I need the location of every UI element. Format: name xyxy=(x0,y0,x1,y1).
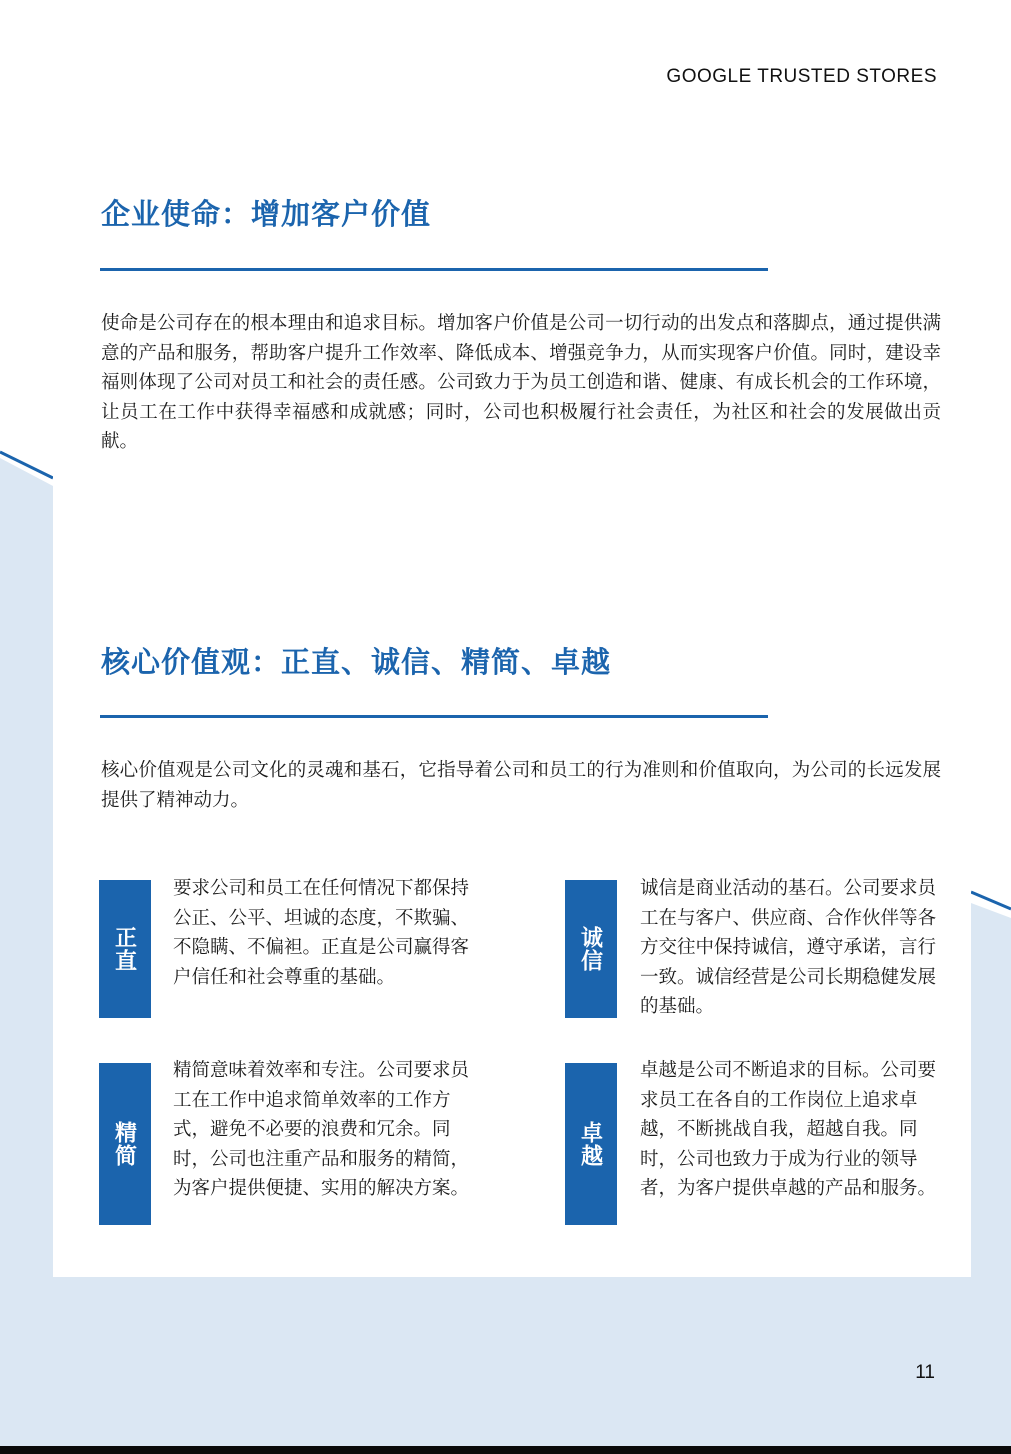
value-tag-label: 卓越 xyxy=(577,1121,604,1167)
value-text-honesty: 诚信是商业活动的基石。公司要求员工在与客户、供应商、合作伙伴等各方交往中保持诚信，遵守承诺，言行一致。诚信经营是公司长期稳健发展的基础。 xyxy=(640,878,937,1017)
mission-body: 使命是公司存在的根本理由和追求目标。增加客户价值是公司一切行动的出发点和落脚点，通过提供满意的产品和服务，帮助客户提升工作效率、降低成本、增强竞争力，从而实现客户价值。同时，建设幸福则体现了公司对员工和社会的责任感。公司致力于为员工创造和谐、健康、有成长机会的工作环境，让员工在工作中获得幸福感和成就感；同时，公司也积极履行社会责任，为社区和社会的发展做出贡献。 xyxy=(101,313,941,452)
values-intro: 核心价值观是公司文化的灵魂和基石，它指导着公司和员工的行为准则和价值取向，为公司的长远发展提供了精神动力。 xyxy=(101,760,941,811)
values-divider xyxy=(100,715,768,718)
value-text-simplicity: 精简意味着效率和专注。公司要求员工在工作中追求简单效率的工作方式，避免不必要的浪费和冗余。同时，公司也注重产品和服务的精简，为客户提供便捷、实用的解决方案。 xyxy=(173,1060,470,1199)
value-text-integrity: 要求公司和员工在任何情况下都保持公正、公平、坦诚的态度，不欺骗、不隐瞒、不偏袒。正直是公司赢得客户信任和社会尊重的基础。 xyxy=(173,878,470,988)
value-tag-integrity xyxy=(99,880,151,1018)
value-tag-label: 正直 xyxy=(111,926,138,972)
values-title: 核心价值观：正直、诚信、精简、卓越 xyxy=(101,645,612,679)
value-tag-simplicity xyxy=(99,1063,151,1225)
brand-header: GOOGLE TRUSTED STORES xyxy=(666,66,937,87)
bottom-edge-bar xyxy=(0,1446,1011,1454)
value-text-excellence: 卓越是公司不断追求的目标。公司要求员工在各自的工作岗位上追求卓越，不断挑战自我，超越自我。同时，公司也致力于成为行业的领导者，为客户提供卓越的产品和服务。 xyxy=(640,1060,937,1199)
value-tag-excellence xyxy=(565,1063,617,1225)
value-tag-label: 精简 xyxy=(111,1121,138,1167)
page-number: 11 xyxy=(915,1362,935,1383)
mission-title: 企业使命：增加客户价值 xyxy=(101,197,432,231)
value-tag-label: 诚信 xyxy=(577,926,604,972)
value-tag-honesty xyxy=(565,880,617,1018)
mission-divider xyxy=(100,268,768,271)
